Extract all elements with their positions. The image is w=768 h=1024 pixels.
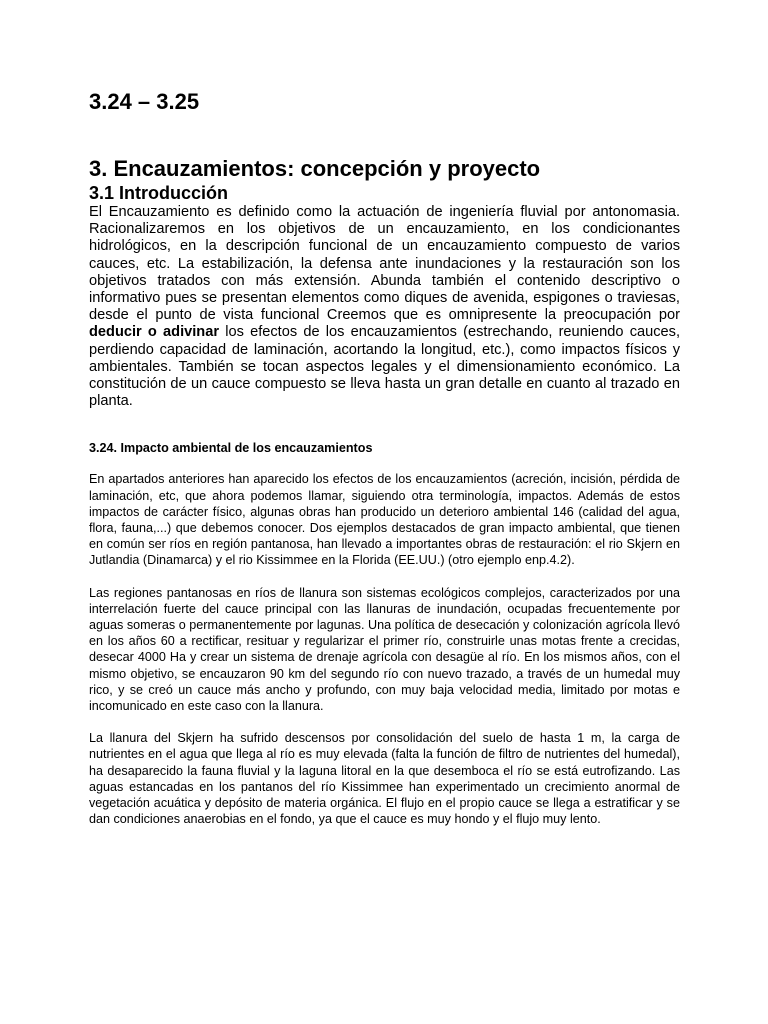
section-heading <box>89 182 680 204</box>
chapter-title: 3. Encauzamientos: concepción y proyecto <box>89 156 541 181</box>
section-title: Introducción <box>119 183 229 203</box>
body-paragraph-3: La llanura del Skjern ha sufrido descensos por consolidación del suelo de hasta 1 m, la carga de nutrientes en el agua que llega al río es muy elevada (falta la función de filtro de nutrientes del humedal), ha desaparecido la fauna fluvial y la laguna litoral en la que desemboca el río se está eutrofizando. Las aguas estancadas en los pantanos del río Kissimmee han experimentado un crecimiento anormal de vegetación acuática y depósito de materia orgánica. El flujo en el propio cauce se llega a estratificar y se dan condiciones anaerobias en el fondo, ya que el cauce es muy hondo y el flujo muy lento. <box>89 731 680 827</box>
subsection-title: 3.24. Impacto ambiental de los encauzamientos <box>89 441 373 456</box>
intro-text-start: El Encauzamiento es definido como la actuación de ingeniería fluvial por antonomasia. Racionalizaremos en los objetivos de un encauzamiento, en los condicionantes hidrológicos, en la descripción funcional de un encauzamiento compuesto de varios cauces, etc. La estabilización, la defensa ante inundaciones y la restauración son los objetivos tratados con más extensión. Abunda también el contenido descriptivo o informativo pues se presentan elementos como diques de avenida, espigones o traviesas, desde el punto de vista funcional Creemos que es omnipresente la preocupación por <box>89 204 680 324</box>
body-paragraph-1: En apartados anteriores han aparecido los efectos de los encauzamientos (acreción, incisión, pérdida de laminación, etc, que ahora podemos llamar, siguiendo otra terminología, impactos. Además de estos impactos de carácter físico, algunas obras han producido un deterioro ambiental 146 (calidad del agua, flora, fauna,...) que debemos conocer. Dos ejemplos destacados de gran impacto ambiental, que tienen en común ser ríos en región pantanosa, han llevado a importantes obras de restauración: el rio Skjern en Jutlandia (Dinamarca) y el rio Kissimmee en la Florida (EE.UU.) (otro ejemplo enp.4.2). <box>89 472 680 568</box>
section-number: 3.1 <box>89 183 115 203</box>
intro-bold-phrase: deducir o adivinar <box>89 324 220 341</box>
section-range-heading: 3.24 – 3.25 <box>89 89 200 114</box>
intro-text-end: los efectos de los encauzamientos (estrechando, reuniendo cauces, perdiendo capacidad de laminación, acortando la longitud, etc.), como impactos físicos y ambientales. También se tocan aspectos legales y el dimensionamiento económico. La constitución de un cauce compuesto se lleva hasta un gran detalle en cuanto al trazado en planta. <box>89 324 680 410</box>
intro-paragraph <box>89 204 680 410</box>
body-paragraph-2: Las regiones pantanosas en ríos de llanura son sistemas ecológicos complejos, caracterizados por una interrelación fuerte del cauce principal con las llanuras de inundación, ocupadas frecuentemente por aguas someras o permanentemente por lagunas. Una política de desecación y colonización agrícola llevó en los años 60 a rectificar, resituar y regularizar el primer río, construirle unas motas frente a crecidas, desecar 4000 Ha y crear un sistema de drenaje agrícola con desagüe al río. En los mismos años, con el mismo objetivo, se encauzaron 90 km del segundo río con nuevo trazado, a través de un humedal muy rico, y se creó un cauce más ancho y profundo, con muy baja velocidad media, limitado por motas e incomunicado en este caso con la llanura. <box>89 585 680 714</box>
page-content <box>89 88 680 844</box>
